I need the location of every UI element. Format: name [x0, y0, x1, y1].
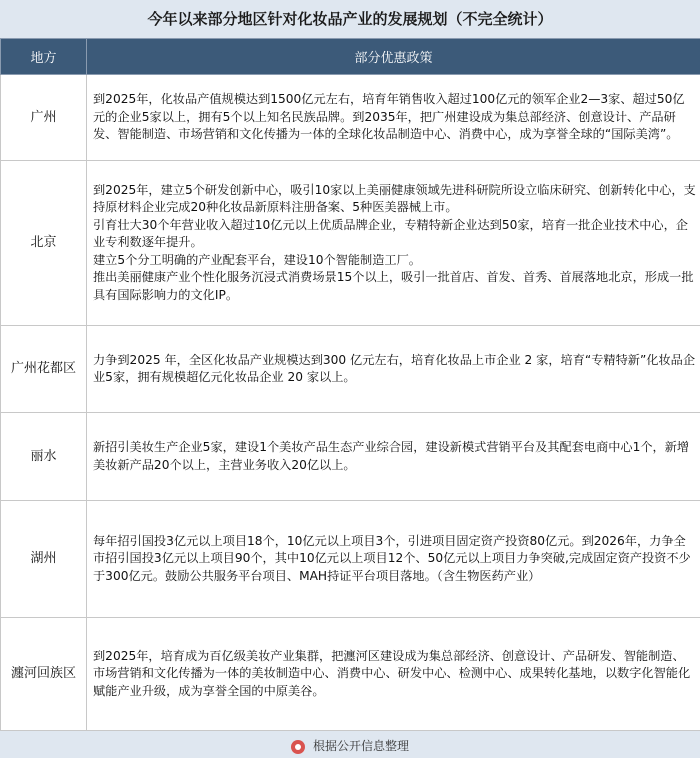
policy-text: 到2025年，化妆品产值规模达到1500亿元左右，培育年销售收入超过100亿元的领军企业2—3家、超过50亿元的企业5家以上，拥有5个以上知名民族品牌。到2035年，把广州建设成为集总部经济、创意设计、产品研发、智能制造、市场营销和文化传播为一体的全球化妆品制造中心、消费中心，成为享誉全球的“国际美湾”。 [93, 92, 685, 142]
table-row [1, 413, 700, 501]
footer [0, 734, 700, 758]
region-cell: 广州花都区 [1, 326, 87, 413]
policy-text: 新招引美妆生产企业5家，建设1个美妆产品生态产业综合园，建设新模式营销平台及其配套电商中心1个，新增美妆新产品20个以上，主营业务收入20亿以上。 [93, 440, 690, 472]
policy-text: 每年招引国投3亿元以上项目18个，10亿元以上项目3个，引进项目固定资产投资80亿元。到2026年，力争全市招引国投3亿元以上项目90个，其中10亿元以上项目12个、50亿元以上项目力争突破,完成固定资产投资不少于300亿元。鼓励公共服务平台项目、MAH持证平台项目落地。（含生物医药产业） [93, 533, 691, 583]
header-policy: 部分优惠政策 [87, 39, 700, 75]
table-row [1, 75, 700, 161]
header-region: 地方 [1, 39, 87, 75]
footer-source-text: 根据公开信息整理 [312, 739, 409, 753]
region-cell: 湖州 [1, 501, 87, 618]
page-title: 今年以来部分地区针对化妆品产业的发展规划（不完全统计） [0, 0, 700, 38]
region-cell: 瀍河回族区 [1, 618, 87, 731]
table-row [1, 618, 700, 731]
policy-table [0, 38, 700, 731]
policy-cell [87, 326, 700, 413]
policy-text: 建立5个分工明确的产业配套平台，建设10个智能制造工厂。 [93, 252, 421, 267]
policy-text: 推出美丽健康产业个性化服务沉浸式消费场景15个以上，吸引一批首店、首发、首秀、首展落地北京，形成一批具有国际影响力的文化IP。 [93, 270, 694, 302]
brand-logo-icon [291, 740, 305, 754]
policy-cell [87, 75, 700, 161]
table-row [1, 161, 700, 326]
policy-text: 到2025年，培育成为百亿级美妆产业集群，把瀍河区建设成为集总部经济、创意设计、产品研发、智能制造、市场营销和文化传播为一体的美妆制造中心、消费中心、研发中心、检测中心、成果转化基地，以数字化智能化赋能产业升级，成为享誉全国的中原美谷。 [93, 648, 691, 698]
region-cell: 广州 [1, 75, 87, 161]
policy-cell [87, 618, 700, 731]
policy-cell [87, 501, 700, 618]
table-header-row [1, 39, 700, 75]
policy-text: 到2025年，建立5个研发创新中心，吸引10家以上美丽健康领域先进科研院所设立临床研究、创新转化中心，支持原材料企业完成20种化妆品新原料注册备案、5种医美器械上市。 [93, 182, 696, 215]
policy-text: 力争到2025 年，全区化妆品产业规模达到300 亿元左右，培育化妆品上市企业 2 家，培育“专精特新”化妆品企业5家，拥有规模超亿元化妆品企业 20 家以上。 [93, 352, 696, 384]
policy-text: 引育壮大30个年营业收入超过10亿元以上优质品牌企业，专精特新企业达到50家，培育一批企业技术中心，企业专利数逐年提升。 [93, 217, 688, 250]
region-cell: 丽水 [1, 413, 87, 501]
region-cell: 北京 [1, 161, 87, 326]
table-row [1, 501, 700, 618]
table-row [1, 326, 700, 413]
policy-cell [87, 413, 700, 501]
policy-cell [87, 161, 700, 326]
